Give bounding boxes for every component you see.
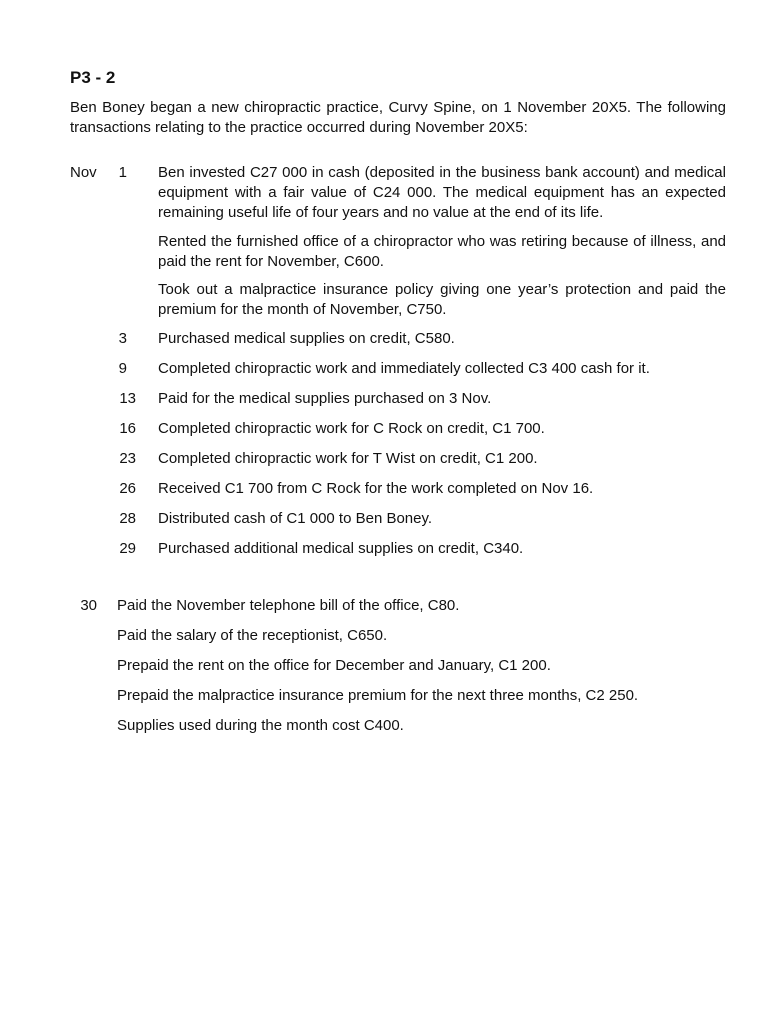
- transaction-text: Completed chiropractic work for C Rock on credit, C1 700.: [158, 420, 545, 437]
- transaction-text: Prepaid the rent on the office for December and January, C1 200.: [117, 657, 551, 674]
- problem-intro: Ben Boney began a new chiropractic practice, Curvy Spine, on 1 November 20X5. The following transactions relating to the practice occurred during November 20X5:: [70, 99, 726, 136]
- transaction-text: Paid the salary of the receptionist, C650.: [117, 627, 388, 644]
- transaction-text: Purchased medical supplies on credit, C580.: [158, 330, 455, 347]
- transaction-text: Paid for the medical supplies purchased on 3 Nov.: [158, 390, 492, 407]
- transaction-text: Ben invested C27 000 in cash (deposited in the business bank account) and medical equipment with a fair value of C24 000. The medical equipment has an expected remaining useful life of four years and no value at the end of its life.: [158, 164, 726, 221]
- transaction-day: 16: [119, 420, 136, 437]
- transaction-text: Took out a malpractice insurance policy giving one year’s protection and paid the premium for the month of November, C750.: [158, 281, 726, 318]
- transaction-text: Paid the November telephone bill of the office, C80.: [117, 597, 460, 614]
- transaction-text: Prepaid the malpractice insurance premium for the next three months, C2 250.: [117, 687, 639, 704]
- transaction-text: Completed chiropractic work and immediately collected C3 400 cash for it.: [158, 360, 650, 377]
- transaction-text: Received C1 700 from C Rock for the work completed on Nov 16.: [158, 480, 594, 497]
- transaction-text: Supplies used during the month cost C400.: [117, 717, 404, 734]
- transaction-day: 23: [119, 450, 136, 467]
- transaction-text: Rented the furnished office of a chiropractor who was retiring because of illness, and paid the rent for November, C600.: [158, 233, 726, 270]
- transaction-day: 30: [80, 597, 97, 614]
- transaction-day: 29: [119, 540, 136, 557]
- transaction-day: 3: [118, 330, 127, 347]
- month-label: Nov: [70, 164, 97, 181]
- problem-title: P3 - 2: [70, 68, 116, 87]
- transaction-day: 1: [118, 164, 127, 181]
- transaction-day: 13: [119, 390, 136, 407]
- transaction-text: Purchased additional medical supplies on credit, C340.: [158, 540, 524, 557]
- transaction-day: 9: [118, 360, 127, 377]
- transaction-day: 28: [119, 510, 136, 527]
- transaction-text: Completed chiropractic work for T Wist on credit, C1 200.: [158, 450, 538, 467]
- transaction-day: 26: [119, 480, 136, 497]
- transaction-text: Distributed cash of C1 000 to Ben Boney.: [158, 510, 433, 527]
